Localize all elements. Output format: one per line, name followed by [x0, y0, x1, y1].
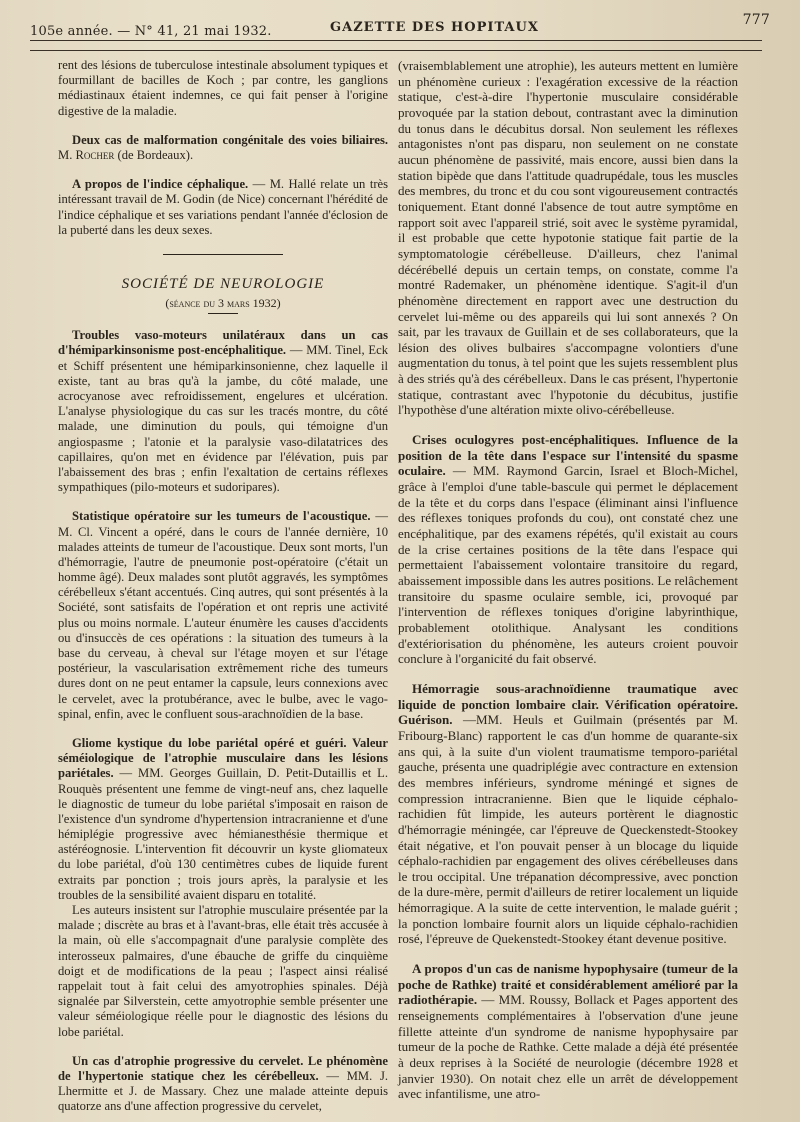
header-rule	[30, 40, 762, 41]
header-year: 105e année.	[30, 24, 113, 39]
left-column	[58, 58, 388, 1114]
section-short-rule	[208, 313, 238, 314]
article-biliary-malformation	[58, 133, 388, 163]
section-subtitle: (séance du 3 mars 1932)	[165, 296, 281, 311]
article-title: Gliome kystique du lobe pariétal opéré et guéri. Valeur séméiologique de l'atrophie musculaire dans les lésions pariétales.	[58, 735, 388, 781]
article-acoustic-tumors	[58, 509, 388, 722]
article-title: A propos d'un cas de nanisme hypophysaire (tumeur de la poche de Rathke) traité et considérablement amélioré par la radiothérapie.	[398, 961, 738, 1008]
article-title: Deux cas de malformation congénitale des voies biliaires.	[72, 132, 388, 147]
article-subarachnoid-hemorrhage	[398, 681, 738, 947]
header-rule-2	[30, 50, 762, 51]
article-title: Un cas d'atrophie progressive du cervelet. Le phénomène de l'hypertonie statique chez les cérébelleux.	[58, 1053, 388, 1083]
article-title: Troubles vaso-moteurs unilatéraux dans un cas d'hémiparkinsonisme post-encéphalitique.	[58, 328, 388, 358]
header-page-number: 777	[742, 12, 770, 28]
article-text: — M. Cl. Vincent a opéré, dans le cours de l'année dernière, 10 malades atteints de tumeur de l'acoustique. Deux sont morts, l'un d'hémorragie, l'autre de pneumonie post-opératoire (c'était un homme âgé). Deux malades sont plutôt aggravés, les symptômes cérébelleux s'étant accentués. Cinq autres, qui sont présentés à la Société, sont satisfaits de l'opération et ont repris une activité plus ou moins normale. L'auteur énumère les causes d'accidents ou d'insuccès de ces opérations : la situation des tumeurs à la base du cerveau, à cheval sur l'étage moyen et sur l'étage postérieur, la vascularisation extrêmement riche des tumeurs dures dont on ne peut entamer la capsule, leurs connexions avec le cervelet, avec la protubérance, avec le bulbe, avec le vago-spinal, enfin, avec le confluent sous-arachnoïdien de la base.	[58, 509, 389, 721]
article-title: A propos de l'indice céphalique.	[72, 177, 249, 192]
paragraph-continuation: (vraisemblablement une atrophie), les auteurs mettent en lumière un phénomène curieux : l'exagération excessive de la réaction statique, c'est-à-dire l'hypertonie musculaire considérable provoquée par la station debout, contrastant avec la diminution du tonus dans le décubitus dorsal. Non seulement les réflexes antagonistes n'ont pas disparu, non seulement on ne constate aucun phénomène de passivité, mais encore, aussi bien dans la station bipède que dans l'attitude quadrupédale, tous les muscles des membres, du tronc et du cou sont vigoureusement contractés toniquement. Etant donné l'absence de tout autre symptôme en rapport soit avec l'appareil strié, soit avec le système pyramidal, il est probable que cette hypotonie statique fait partie de la symptomatologie cérébelleuse. D'ailleurs, chez l'animal décérébellé depuis un certain temps, on constate, comme l'a montré Rademaker, un phénomène identique. S'agit-il d'un phénomène directement en rapport avec une destruction du cervelet lui-même ou des appareils qui lui sont annexés ? On sait, par les travaux de Guillain et de ses collaborateurs, que la lésion des olives bulbaires s'accompagne volontiers d'une augmentation du tonus, à tel point que les sujets ressemblent plus à des striés qu'à des cérébelleux. Dans le cas présent, l'hypertonie statique, contrastant avec l'hypotonie du décubitus, justifie l'hypothèse d'une altération mixte olivo-cérébelleuse.	[398, 58, 738, 418]
article-text: — MM. Tinel, Eck et Schiff présentent une hémiparkinsonienne, chez laquelle il existe, tant au bras qu'à la jambe, du côté malade, une acrocyanose avec refroidissement, engelures et ulcération. L'analyse physiologique du cas sur les tracés montre, du côté malade, une diminution du pouls, qui témoigne d'un angiospasme ; l'atonie et la paralysie vaso-dilatatrices des capillaires, qu'on met en évidence par l'élévation, puis par l'abaissement des bras ; enfin l'exaltation de certains réflexes sympathiques (pilo-moteurs et sudoripares).	[58, 343, 388, 495]
article-text: — MM. Raymond Garcin, Israel et Bloch-Michel, grâce à l'emploi d'une table-bascule qui permet le déplacement de la tête et du corps dans l'espace (éliminant ainsi l'influence des réflexes toniques profonds du cou), ont constaté chez une encéphalitique, par des examens répétés, qu'il existait au cours de la crise certaines positions de la tête dans l'espace qui permettaient l'abaissement volontaire transitoire du regard, abaissement impossible dans les autres positions. Le relâchement transitoire du spasme oculaire semble, ici, provoqué par l'intervention de réflexes toniques d'origine labyrinthique, probablement otolithique. Analysant les conditions d'extériorisation du phénomène, les auteurs croient pouvoir conclure à l'organicité du fait observé.	[398, 463, 738, 667]
right-column	[398, 58, 738, 1102]
article-author: M. Rocher	[58, 147, 115, 162]
article-cephalic-index	[58, 177, 388, 238]
article-text: —MM. Heuls et Guilmain (présentés par M. Fribourg-Blanc) rapportent le cas d'un homme de quarante-six ans qui, à la suite d'un violent traumatisme temporo-pariétal gauche, présenta une quadriplégie avec contracture en extension des membres inférieurs, syndrome méningé et signes de compression intracranienne. Bien que le liquide céphalo-rachidien fût limpide, les auteurs portèrent le diagnostic d'hémorragie méningée, car l'épreuve de Queckenstedt-Stookey était négative, et l'on pouvait penser à un blocage du liquide céphalo-rachidien par engagement des olives cérébelleuses dans le trou occipital. Une trépanation décompressive, avec ponction de la dure-mère, permit d'ailleurs de retirer localement un liquide hémorragique. A la suite de cette intervention, le malade guérit ; la ponction lombaire fournit alors un liquide céphalo-rachidien rosé, l'épreuve de Quekenstedt-Stookey étant devenue positive.	[398, 712, 738, 947]
article-text: — MM. Georges Guillain, D. Petit-Dutaillis et L. Rouquès présentent une femme de vingt-neuf ans, chez laquelle le diagnostic de tumeur du lobe pariétal s'imposait en raison de l'existence d'un syndrome d'hypertension intracranienne et d'une hémiplégie progressive avec hémianesthésie thermique et astéréognosie. L'intervention fit découvrir un kyste gliomateux du lobe pariétal, d'où 130 centimètres cubes de liquide furent extraits par ponction ; trois jours après, la paralysie et les troubles de la sensibilité avaient disparu en totalité.	[58, 766, 388, 902]
section-divider	[163, 254, 283, 255]
article-text: — MM. J. Lhermitte et J. de Massary. Chez une malade atteinte depuis quatorze ans d'une affection progressive du cervelet,	[58, 1068, 388, 1114]
header-journal-title: GAZETTE DES HOPITAUX	[330, 20, 539, 35]
article-oculogyric-crises	[398, 432, 738, 667]
article-text: — MM. Roussy, Bollack et Pages apportent des renseignements complémentaires à l'observation d'une jeune fillette atteinte d'un syndrome de nanisme hypophysaire par tumeur de la poche de Rathke. Cette malade a déjà été présentée à deux reprises à la Société de neurologie (décembre 1928 et janvier 1930). On notait chez elle un arrêt de développement avec infantilisme, une atro-	[398, 992, 738, 1102]
header-issue: N° 41, 21 mai 1932.	[134, 24, 272, 39]
article-title: Crises oculogyres post-encéphalitiques. Influence de la position de la tête dans l'espace sur l'intensité du spasme oculaire.	[398, 432, 738, 479]
header-issue-info: 105e année. — N° 41, 21 mai 1932.	[30, 24, 272, 39]
article-text: — M. Hallé relate un très intéressant travail de M. Godin (de Nice) concernant l'hérédité de l'indice céphalique et ses variations pendant l'année d'éclosion de la puberté dans les deux sexes.	[58, 177, 388, 237]
paragraph-continuation: rent des lésions de tuberculose intestinale absolument typiques et fourmillant de bacilles de Koch ; par contre, les ganglions médiastinaux étaient indemnes, ce qui fait penser à l'origine digestive de la maladie.	[58, 58, 388, 118]
article-parietal-glioma	[58, 736, 388, 903]
article-cerebellar-atrophy	[58, 1054, 388, 1115]
article-pituitary-dwarfism	[398, 961, 738, 1102]
article-title: Hémorragie sous-arachnoïdienne traumatique avec liquide de ponction lombaire clair. Vérification opératoire. Guérison.	[398, 680, 738, 728]
page-header	[30, 12, 770, 40]
article-text-continued: Les auteurs insistent sur l'atrophie musculaire présentée par la malade ; discrète au bras et à l'avant-bras, elle était très accusée à la main, où elle s'accompagnait d'une paralysie complète des interosseux palmaires, d'une ébauche de griffe du cinquième doigt et de modifications de la peau ; l'aspect ainsi réalisé rappelait tout à fait celui des amyotrophies spinales. Déjà signalée par Silverstein, cette amyotrophie semble présenter une valeur séméiologique réelle pour le diagnostic des lésions du lobe pariétal.	[58, 903, 388, 1039]
article-text: (de Bordeaux).	[114, 147, 194, 162]
article-vasomotor	[58, 328, 388, 495]
section-title: SOCIÉTÉ DE NEUROLOGIE	[121, 275, 325, 292]
article-title: Statistique opératoire sur les tumeurs de l'acoustique.	[72, 509, 371, 524]
